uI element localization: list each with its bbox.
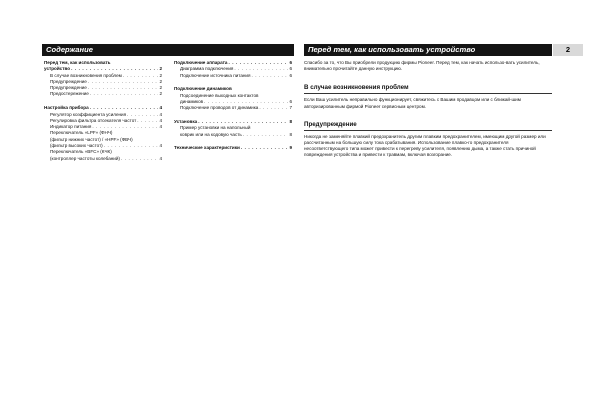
toc-section[interactable] (174, 145, 292, 151)
toc-entry[interactable] (174, 105, 292, 111)
toc-entry[interactable] (174, 73, 292, 79)
toc-entry-title: Подключение динамиков (174, 86, 232, 92)
toc-entry-title: Предупреждение (50, 85, 87, 91)
toc-column-2 (174, 60, 292, 152)
toc-entry[interactable] (44, 156, 162, 162)
toc-page-number: 4 (159, 155, 162, 161)
toc-leader-dots (241, 145, 289, 151)
contents-header: Содержание (42, 44, 294, 56)
toc-entry-title: Технические характеристики (174, 145, 240, 151)
toc-leader-dots (251, 73, 288, 79)
toc-entry-title: Индикатор питания (50, 124, 92, 130)
toc-entry-title: Диаграмма подключения (180, 66, 234, 72)
toc-page-number: 8 (289, 131, 292, 137)
toc-page-number: 4 (159, 105, 162, 111)
toc-entry-title: Предостережение (50, 91, 89, 97)
problems-heading: В случае возникновения проблем (304, 84, 552, 94)
toc-entry-title: Настройка прибора (44, 105, 89, 111)
toc-page-number: 6 (289, 60, 292, 65)
toc-entry-title: (контроллер частоты колебаний) (50, 155, 120, 161)
toc-entry[interactable] (174, 132, 292, 138)
toc-entry-title: устройство (44, 66, 71, 72)
toc-page-number: 2 (159, 91, 162, 97)
warning-heading: Предупреждение (304, 121, 552, 131)
toc-leader-dots (121, 156, 158, 162)
toc-page-number: 2 (159, 78, 162, 84)
toc-entry[interactable] (44, 91, 162, 97)
problems-paragraph: Если Ваш усилитель неправильно функционирует, свяжитесь с Вашим продавцом или с ближай-шим авторизированным фирмой Pioneer сервисным центром. (304, 97, 521, 109)
toc-entry-title: Регулятор коэффициента усиления (50, 111, 127, 117)
toc-leader-dots (259, 105, 288, 111)
toc-page-number: 2 (159, 66, 162, 72)
toc-entry-title: Подключение источника питания (180, 72, 251, 78)
toc-entry-title: коврик или на кодовую часть (180, 131, 242, 137)
toc-entry-line: Пример установки на напольный (180, 125, 251, 131)
toc-entry-title: Подключение проводов от динамика (180, 105, 259, 111)
toc-page-number: 6 (289, 98, 292, 104)
toc-entry-line: Подсоединение выходных контактов (180, 92, 259, 98)
toc-section-title[interactable]: Перед тем, как использовать (44, 60, 111, 65)
toc-entry-title: В случае возникновения проблем (50, 72, 122, 78)
toc-page-number: 6 (289, 66, 292, 72)
toc-page-number: 4 (159, 143, 162, 149)
toc-page-number: 4 (159, 124, 162, 130)
toc-leader-dots (243, 132, 289, 138)
toc-entry-line: (фильтр нижних частот) / «HPF» (ФВЧ) (50, 136, 133, 142)
toc-entry-title: Предупреждение (50, 78, 87, 84)
toc-entry-title: (фильтр высоких частот) (50, 143, 103, 149)
toc-page-number: 6 (289, 72, 292, 78)
intro-paragraph: Спасибо за то, что Вы приобрели продукцию фирмы Pioneer. Перед тем, как начать использо-вать усилитель, внимательно прочитайте данную инструкцию. (304, 60, 540, 72)
toc-entry-title: Подключение аппарата (174, 60, 228, 65)
before-use-section (304, 60, 552, 159)
toc-entry-line: Переключатель «LPF» (ФНЧ) (50, 130, 113, 136)
before-use-header: Перед тем, как использовать устройство (304, 44, 552, 56)
toc-page-number: 7 (289, 105, 292, 111)
toc-entry-title: Регулировка фильтра отсекателя частот (50, 117, 137, 123)
toc-page-number: 4 (159, 117, 162, 123)
toc-page-number: 4 (159, 111, 162, 117)
toc-page-number: 8 (289, 119, 292, 125)
toc-column-1 (44, 60, 162, 162)
toc-entry-line: Переключатель «BFC» (КЧК) (50, 149, 112, 155)
toc-page-number: 2 (159, 72, 162, 78)
toc-page-number: 2 (159, 85, 162, 91)
warning-paragraph: Никогда не заменяйте плавкий предохранитель другим плавким предохранителем, имеющим другой размер или рассчитанным на большую силу тока срабатывания. Использование плавко-го предохранителя несоответствующего типа может привести к перегреву усилителя, появлению дыма, а также стать причиной повреждения устройства и привести к травмам, включая возгорание. (304, 133, 546, 158)
toc-page-number: 9 (289, 145, 292, 151)
toc-entry-title: Установка (174, 119, 198, 125)
page-number: 2 (553, 44, 583, 56)
toc-leader-dots (90, 91, 159, 97)
toc-entry-title: динамиков (180, 98, 204, 104)
